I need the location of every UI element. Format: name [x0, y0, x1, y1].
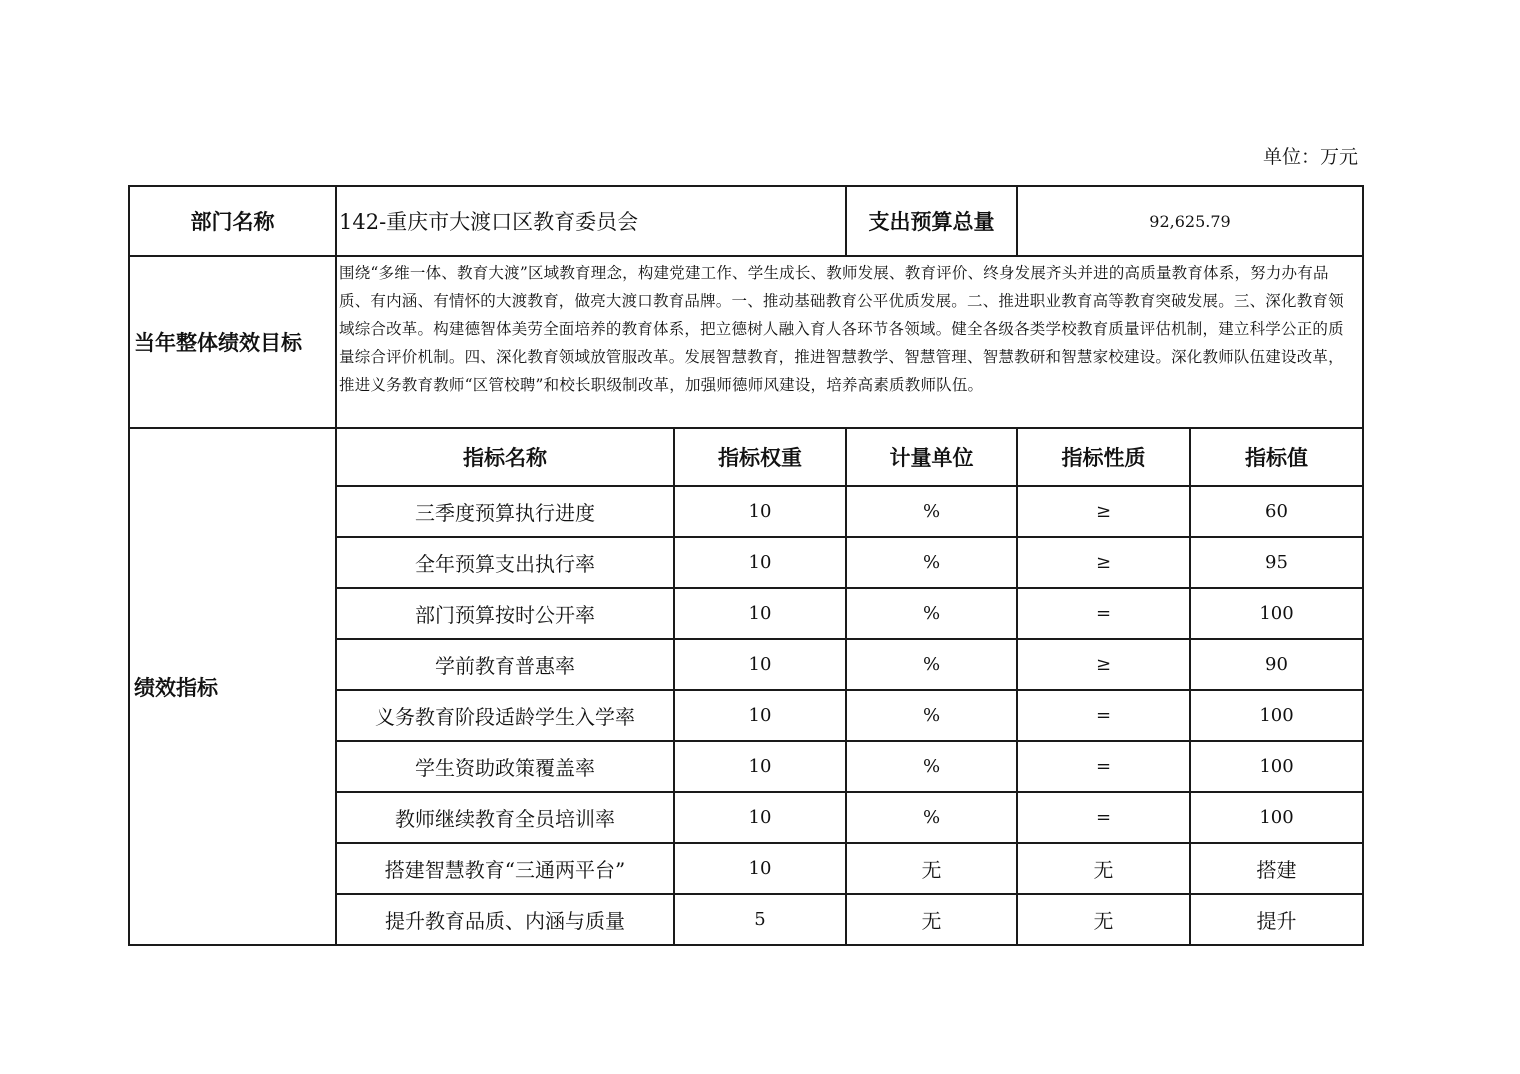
indicator-nature: ≥	[1017, 537, 1190, 588]
indicator-weight: 10	[674, 639, 846, 690]
indicator-weight: 10	[674, 843, 846, 894]
indicator-name: 三季度预算执行进度	[336, 486, 674, 537]
indicator-unit: %	[846, 741, 1017, 792]
indicator-unit: %	[846, 537, 1017, 588]
indicator-weight: 10	[674, 486, 846, 537]
goal-text: 围绕“多维一体、教育大渡”区域教育理念，构建党建工作、学生成长、教师发展、教育评价、终身发展齐头并进的高质量教育体系，努力办有品质、有内涵、有情怀的大渡教育，做亮大渡口教育品牌。一、推动基础教育公平优质发展。二、推进职业教育高等教育突破发展。三、深化教育领域综合改革。构建德智体美劳全面培养的教育体系，把立德树人融入育人各环节各领域。健全各级各类学校教育质量评估机制，建立科学公正的质量综合评价机制。四、深化教育领域放管服改革。发展智慧教育，推进智慧教学、智慧管理、智慧教研和智慧家校建设。深化教师队伍建设改革，推进义务教育教师“区管校聘”和校长职级制改革，加强师德师风建设，培养高素质教师队伍。	[336, 256, 1363, 428]
indicator-value: 提升	[1190, 894, 1363, 945]
indicator-unit: %	[846, 486, 1017, 537]
budget-total: 92,625.79	[1017, 186, 1363, 256]
col-header-nature: 指标性质	[1017, 428, 1190, 486]
indicator-weight: 10	[674, 741, 846, 792]
indicator-value: 搭建	[1190, 843, 1363, 894]
indicator-weight: 10	[674, 537, 846, 588]
indicator-name: 全年预算支出执行率	[336, 537, 674, 588]
indicator-nature: =	[1017, 741, 1190, 792]
budget-label: 支出预算总量	[846, 186, 1017, 256]
indicator-name: 提升教育品质、内涵与质量	[336, 894, 674, 945]
unit-label: 单位：万元	[1262, 146, 1358, 168]
indicator-unit: %	[846, 588, 1017, 639]
indicator-unit: %	[846, 792, 1017, 843]
goal-row	[129, 256, 1363, 428]
goal-label: 当年整体绩效目标	[129, 256, 336, 428]
indicator-nature: 无	[1017, 894, 1190, 945]
indicator-value: 95	[1190, 537, 1363, 588]
indicator-unit: %	[846, 639, 1017, 690]
indicator-value: 100	[1190, 588, 1363, 639]
indicator-value: 90	[1190, 639, 1363, 690]
col-header-weight: 指标权重	[674, 428, 846, 486]
indicator-header-row	[129, 428, 1363, 486]
dept-row	[129, 186, 1363, 256]
indicator-weight: 10	[674, 792, 846, 843]
indicator-unit: %	[846, 690, 1017, 741]
indicator-unit: 无	[846, 894, 1017, 945]
indicator-nature: 无	[1017, 843, 1190, 894]
indicator-nature: =	[1017, 690, 1190, 741]
indicator-nature: =	[1017, 792, 1190, 843]
indicator-nature: ≥	[1017, 486, 1190, 537]
col-header-value: 指标值	[1190, 428, 1363, 486]
indicator-value: 100	[1190, 690, 1363, 741]
indicators-label: 绩效指标	[129, 428, 336, 945]
performance-target-table	[128, 185, 1364, 946]
col-header-unit: 计量单位	[846, 428, 1017, 486]
dept-label: 部门名称	[129, 186, 336, 256]
indicator-value: 100	[1190, 792, 1363, 843]
indicator-unit: 无	[846, 843, 1017, 894]
indicator-nature: =	[1017, 588, 1190, 639]
indicator-weight: 5	[674, 894, 846, 945]
indicator-value: 60	[1190, 486, 1363, 537]
indicator-name: 学前教育普惠率	[336, 639, 674, 690]
indicator-nature: ≥	[1017, 639, 1190, 690]
indicator-name: 教师继续教育全员培训率	[336, 792, 674, 843]
indicator-name: 学生资助政策覆盖率	[336, 741, 674, 792]
col-header-name: 指标名称	[336, 428, 674, 486]
indicator-value: 100	[1190, 741, 1363, 792]
indicator-name: 义务教育阶段适龄学生入学率	[336, 690, 674, 741]
indicator-weight: 10	[674, 588, 846, 639]
indicator-name: 搭建智慧教育“三通两平台”	[336, 843, 674, 894]
indicator-weight: 10	[674, 690, 846, 741]
dept-name: 142-重庆市大渡口区教育委员会	[336, 186, 846, 256]
indicator-name: 部门预算按时公开率	[336, 588, 674, 639]
